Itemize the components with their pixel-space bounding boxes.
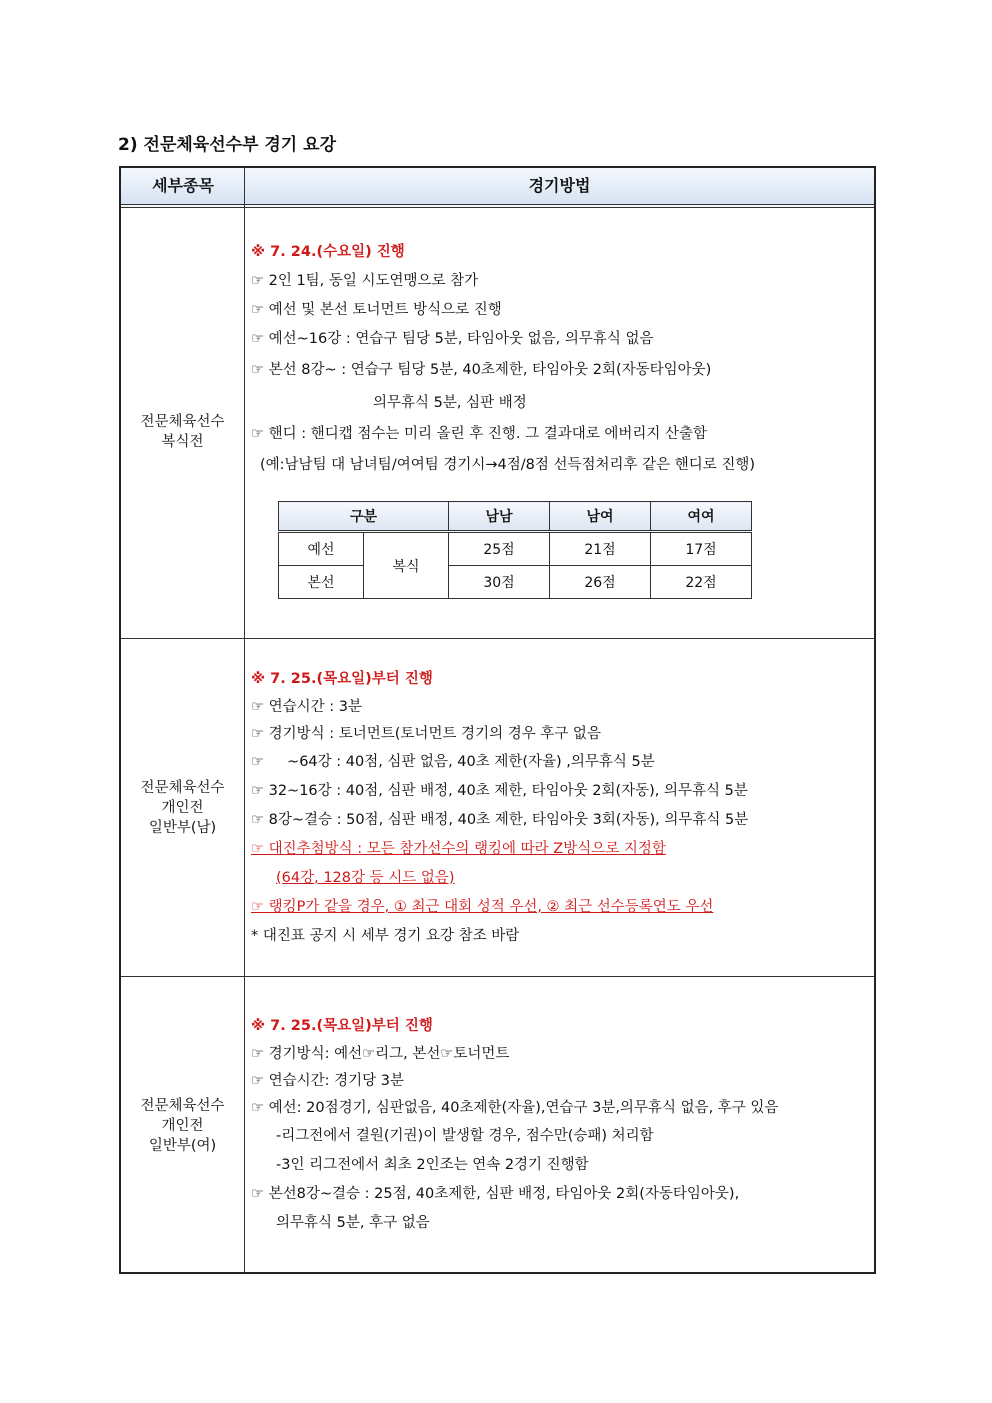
doubles-rules: [251, 238, 868, 482]
schedule-heading: ※ 7. 25.(목요일)부터 진행: [251, 1018, 433, 1034]
rule-line: ☞ 예선~16강 : 연습구 팀당 5분, 타임아웃 없음, 의무휴식 없음: [251, 331, 654, 347]
score-cell: 30점: [449, 566, 550, 599]
rule-line: ☞ 본선8강~결승 : 25점, 40초제한, 심판 배정, 타임아웃 2회(자동타임아웃),: [251, 1186, 740, 1202]
column-header-event: 세부종목: [152, 176, 214, 195]
row-divider: [121, 976, 874, 977]
score-header: 남남: [449, 502, 550, 532]
section-title: 2) 전문체육선수부 경기 요강: [118, 135, 336, 155]
rule-line: ☞ 예선 및 본선 토너먼트 방식으로 진행: [251, 302, 502, 318]
schedule-heading: ※ 7. 25.(목요일)부터 진행: [251, 671, 433, 687]
score-cell: 26점: [550, 566, 651, 599]
table-header: [121, 168, 874, 208]
men-rules: [251, 665, 868, 951]
column-divider: [244, 168, 245, 1272]
score-cell: 17점: [651, 532, 752, 566]
rule-line: ☞ 2인 1팀, 동일 시도연맹으로 참가: [251, 273, 479, 289]
score-header: 여여: [651, 502, 752, 532]
score-stage: 예선: [279, 532, 364, 566]
draw-rule-line: ☞ 대진추첨방식 : 모든 참가선수의 랭킹에 따라 Z방식으로 지정함: [251, 841, 666, 857]
schedule-heading: ※ 7. 24.(수요일) 진행: [251, 244, 405, 260]
column-header-method: 경기방법: [528, 176, 591, 195]
rule-line: 의무휴식 5분, 심판 배정: [373, 395, 527, 411]
note-line: * 대진표 공지 시 세부 경기 요강 참조 바람: [251, 928, 520, 944]
draw-rule-line: (64강, 128강 등 시드 없음): [276, 870, 455, 886]
rule-line: ☞ 8강~결승 : 50점, 심판 배정, 40초 제한, 타임아웃 3회(자동), 의무휴식 5분: [251, 812, 749, 828]
score-cell: 21점: [550, 532, 651, 566]
rule-line: -리그전에서 결원(기권)이 발생할 경우, 점수만(승패) 처리함: [276, 1128, 654, 1144]
event-label-doubles: 전문체육선수 복식전: [140, 414, 225, 450]
rule-line: ☞ 예선: 20점경기, 심판없음, 40초제한(자율),연습구 3분,의무휴식 없음, 후구 있음: [251, 1100, 779, 1116]
event-label-women: 전문체육선수 개인전 일반부(여): [140, 1098, 225, 1154]
rule-line: ☞ 32~16강 : 40점, 심판 배정, 40초 제한, 타임아웃 2회(자동), 의무휴식 5분: [251, 783, 748, 799]
row-divider: [121, 638, 874, 639]
rule-line: ☞ 핸디 : 핸디캡 점수는 미리 올린 후 진행. 그 결과대로 에버리지 산출함: [251, 426, 707, 442]
score-type: 복식: [364, 532, 449, 599]
women-rules: [251, 1012, 868, 1238]
rule-line: ☞ 경기방식: 예선☞리그, 본선☞토너먼트: [251, 1046, 510, 1062]
score-header: 남여: [550, 502, 651, 532]
rule-line: ☞ 연습시간: 경기당 3분: [251, 1073, 404, 1089]
rule-line: 의무휴식 5분, 후구 없음: [276, 1215, 430, 1231]
handicap-score-table: [278, 501, 752, 599]
score-stage: 본선: [279, 566, 364, 599]
rule-line: (예:남남팀 대 남녀팀/여여팀 경기시→4점/8점 선득점처리후 같은 핸디로 진행): [260, 457, 756, 473]
rule-line: ☞ 연습시간 : 3분: [251, 699, 362, 715]
rule-line: ☞ 경기방식 : 토너먼트(토너먼트 경기의 경우 후구 없음: [251, 726, 601, 742]
rule-line: ☞ ~64강 : 40점, 심판 없음, 40초 제한(자율) ,의무휴식 5분: [251, 754, 655, 770]
event-label-men: 전문체육선수 개인전 일반부(남): [140, 780, 225, 836]
score-cell: 25점: [449, 532, 550, 566]
rule-line: -3인 리그전에서 최초 2인조는 연속 2경기 진행함: [276, 1157, 589, 1173]
score-cell: 22점: [651, 566, 752, 599]
rules-table: [119, 166, 876, 1274]
draw-rule-line: ☞ 랭킹P가 같을 경우, ① 최근 대회 성적 우선, ② 최근 선수등록연도 우선: [251, 899, 714, 915]
score-header: 구분: [279, 502, 449, 532]
rule-line: ☞ 본선 8강~ : 연습구 팀당 5분, 40초제한, 타임아웃 2회(자동타임아웃): [251, 362, 712, 378]
